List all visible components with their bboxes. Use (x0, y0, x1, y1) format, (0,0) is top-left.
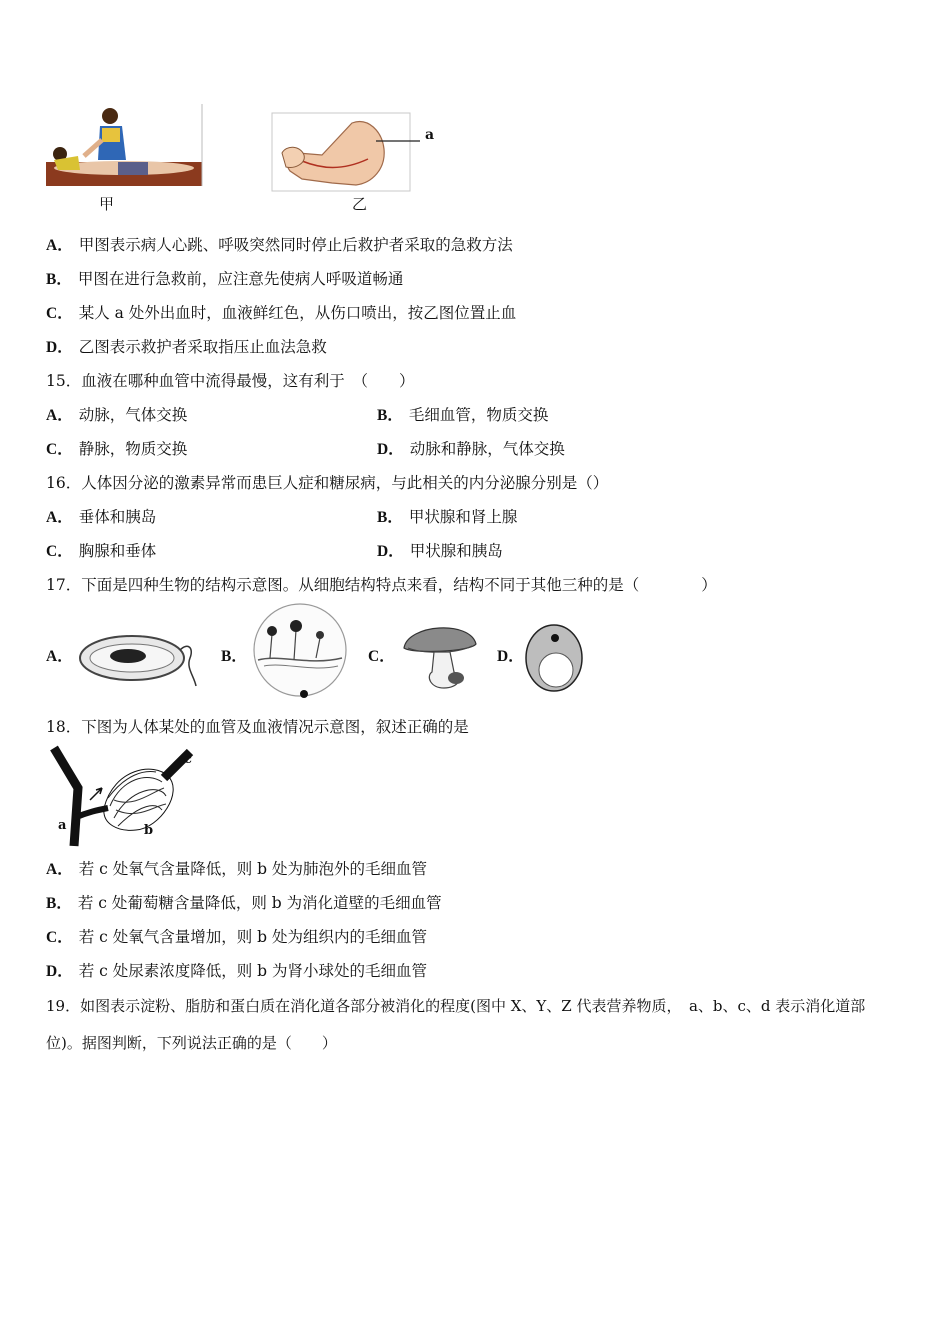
q14-figure-yi (272, 113, 442, 193)
blood-vessel-figure (44, 748, 200, 846)
q19-stem-line1: 19．如图表示淀粉、脂肪和蛋白质在消化道各部分被消化的程度(图中 X、Y、Z 代表营养物质， a、b、c、d 表示消化道部 (46, 997, 866, 1015)
q17-label-d: D． (497, 648, 524, 665)
q16-option-b: B． 甲状腺和肾上腺 (377, 508, 518, 526)
caption-yi: 乙 (352, 195, 368, 213)
q15-option-c: C． 静脉，物质交换 (46, 440, 188, 458)
q17-label-b: B． (221, 648, 247, 665)
q15-option-a: A． 动脉，气体交换 (46, 406, 188, 424)
q16-option-d: D． 甲状腺和胰岛 (377, 542, 503, 560)
q17-label-a: A． (46, 648, 73, 665)
q18-option-c: C． 若 c 处氧气含量增加，则 b 处为组织内的毛细血管 (46, 928, 428, 946)
q18-option-b: B． 若 c 处葡萄糖含量降低，则 b 为消化道壁的毛细血管 (46, 894, 442, 912)
caption-jia: 甲 (99, 195, 115, 213)
cpr-illustration (44, 104, 206, 190)
bacterium-image (76, 620, 198, 690)
arm-pressure-illustration (272, 113, 442, 193)
q14-figure-jia (44, 104, 206, 190)
q16-option-a: A． 垂体和胰岛 (46, 508, 157, 526)
q18-option-a: A． 若 c 处氧气含量降低，则 b 处为肺泡外的毛细血管 (46, 860, 428, 878)
q16-option-c: C． 胸腺和垂体 (46, 542, 157, 560)
label-a: a (425, 127, 435, 143)
q14-option-c: C． 某人 a 处外出血时，血液鲜红色，从伤口喷出，按乙图位置止血 (46, 304, 517, 322)
fig-label-c: c (184, 752, 192, 767)
q15-option-b: B． 毛细血管，物质交换 (377, 406, 549, 424)
mushroom-image (400, 618, 480, 690)
yeast-cell-image (525, 624, 585, 694)
q18-option-d: D． 若 c 处尿素浓度降低，则 b 为肾小球处的毛细血管 (46, 962, 428, 980)
q18-stem: 18．下图为人体某处的血管及血液情况示意图，叙述正确的是 (46, 718, 469, 736)
q14-option-d: D． 乙图表示救护者采取指压止血法急救 (46, 338, 327, 356)
q15-stem: 15．血液在哪种血管中流得最慢，这有利于 （ ） (46, 372, 415, 390)
q17-label-c: C． (368, 648, 395, 665)
mold-image (250, 604, 350, 696)
fig-label-b: b (144, 823, 154, 838)
q14-option-b: B． 甲图在进行急救前，应注意先使病人呼吸道畅通 (46, 270, 404, 288)
q15-option-d: D． 动脉和静脉，气体交换 (377, 440, 565, 458)
q16-stem: 16．人体因分泌的激素异常而患巨人症和糖尿病，与此相关的内分泌腺分别是（） (46, 474, 609, 492)
q19-stem-line2: 位)。据图判断，下列说法正确的是（ ） (46, 1034, 337, 1052)
q17-stem: 17．下面是四种生物的结构示意图。从细胞结构特点来看，结构不同于其他三种的是（ ） (46, 576, 717, 594)
fig-label-a: a (58, 818, 67, 833)
q14-option-a: A． 甲图表示病人心跳、呼吸突然同时停止后救护者采取的急救方法 (46, 236, 513, 254)
